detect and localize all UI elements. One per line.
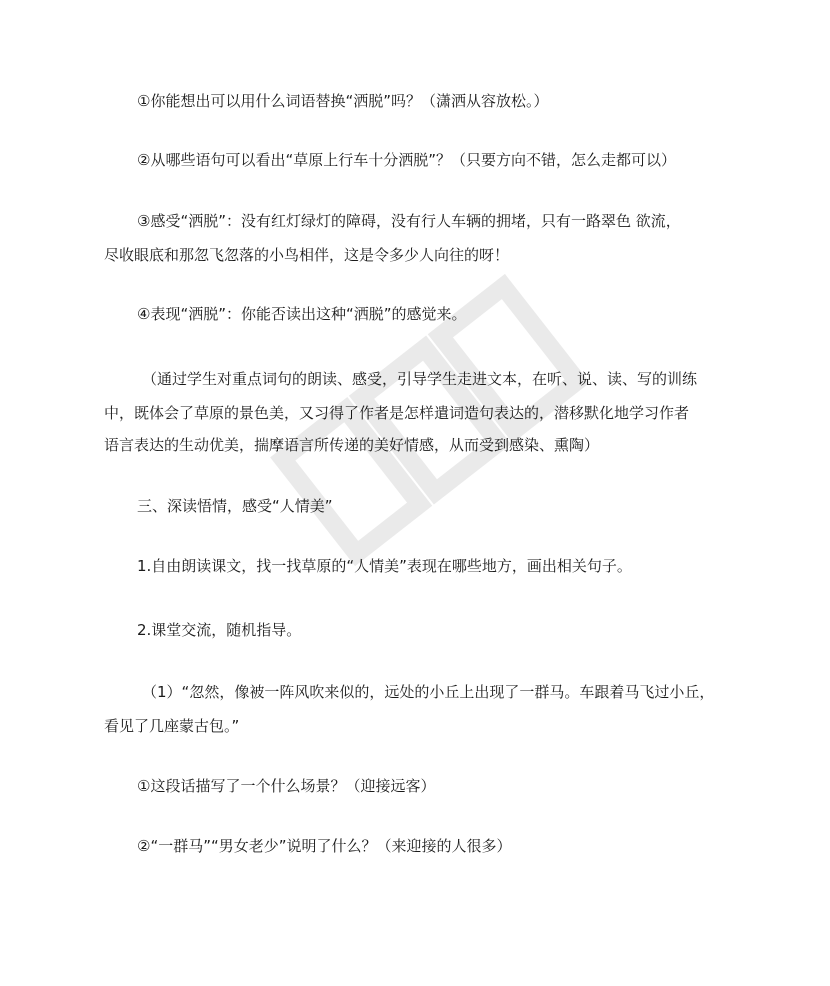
paragraph-line: ①你能想出可以用什么词语替换“洒脱”吗？（潇洒从容放松。） — [137, 92, 549, 110]
paragraph-line: ③感受“洒脱”：没有红灯绿灯的障碍，没有行人车辆的拥堵，只有一路翠色 欲流， — [137, 212, 681, 230]
paragraph-line: （通过学生对重点词句的朗读、感受，引导学生走进文本，在听、说、读、写的训练 — [142, 370, 698, 388]
section-heading: 三、深读悟情，感受“人情美” — [137, 497, 333, 515]
paragraph-line: 1.自由朗读课文，找一找草原的“人情美”表现在哪些地方，画出相关句子。 — [137, 557, 632, 575]
paragraph-line: （1）“忽然，像被一阵风吹来似的，远处的小丘上出现了一群马。车跟着马飞过小丘， — [142, 683, 715, 701]
paragraph-line: ②从哪些语句可以看出“草原上行车十分洒脱”？（只要方向不错，怎么走都可以） — [137, 151, 676, 169]
paragraph-line: 尽收眼底和那忽飞忽落的小鸟相伴，这是令多少人向往的呀！ — [104, 246, 510, 264]
paragraph-line: ②“一群马”“男女老少”说明了什么？（来迎接的人很多） — [137, 837, 512, 855]
paragraph-line: 2.课堂交流，随机指导。 — [137, 621, 302, 639]
paragraph-line: 中，既体会了草原的景色美，又习得了作者是怎样遣词造句表达的，潜移默化地学习作者 — [104, 404, 690, 422]
paragraph-line: ④表现“洒脱”：你能否读出这种“洒脱”的感觉来。 — [137, 305, 467, 323]
paragraph-line: ①这段话描写了一个什么场景？（迎接远客） — [137, 777, 436, 795]
paragraph-line: 语言表达的生动优美，揣摩语言所传递的美好情感，从而受到感染、熏陶） — [104, 436, 600, 454]
paragraph-line: 看见了几座蒙古包。” — [104, 717, 240, 735]
